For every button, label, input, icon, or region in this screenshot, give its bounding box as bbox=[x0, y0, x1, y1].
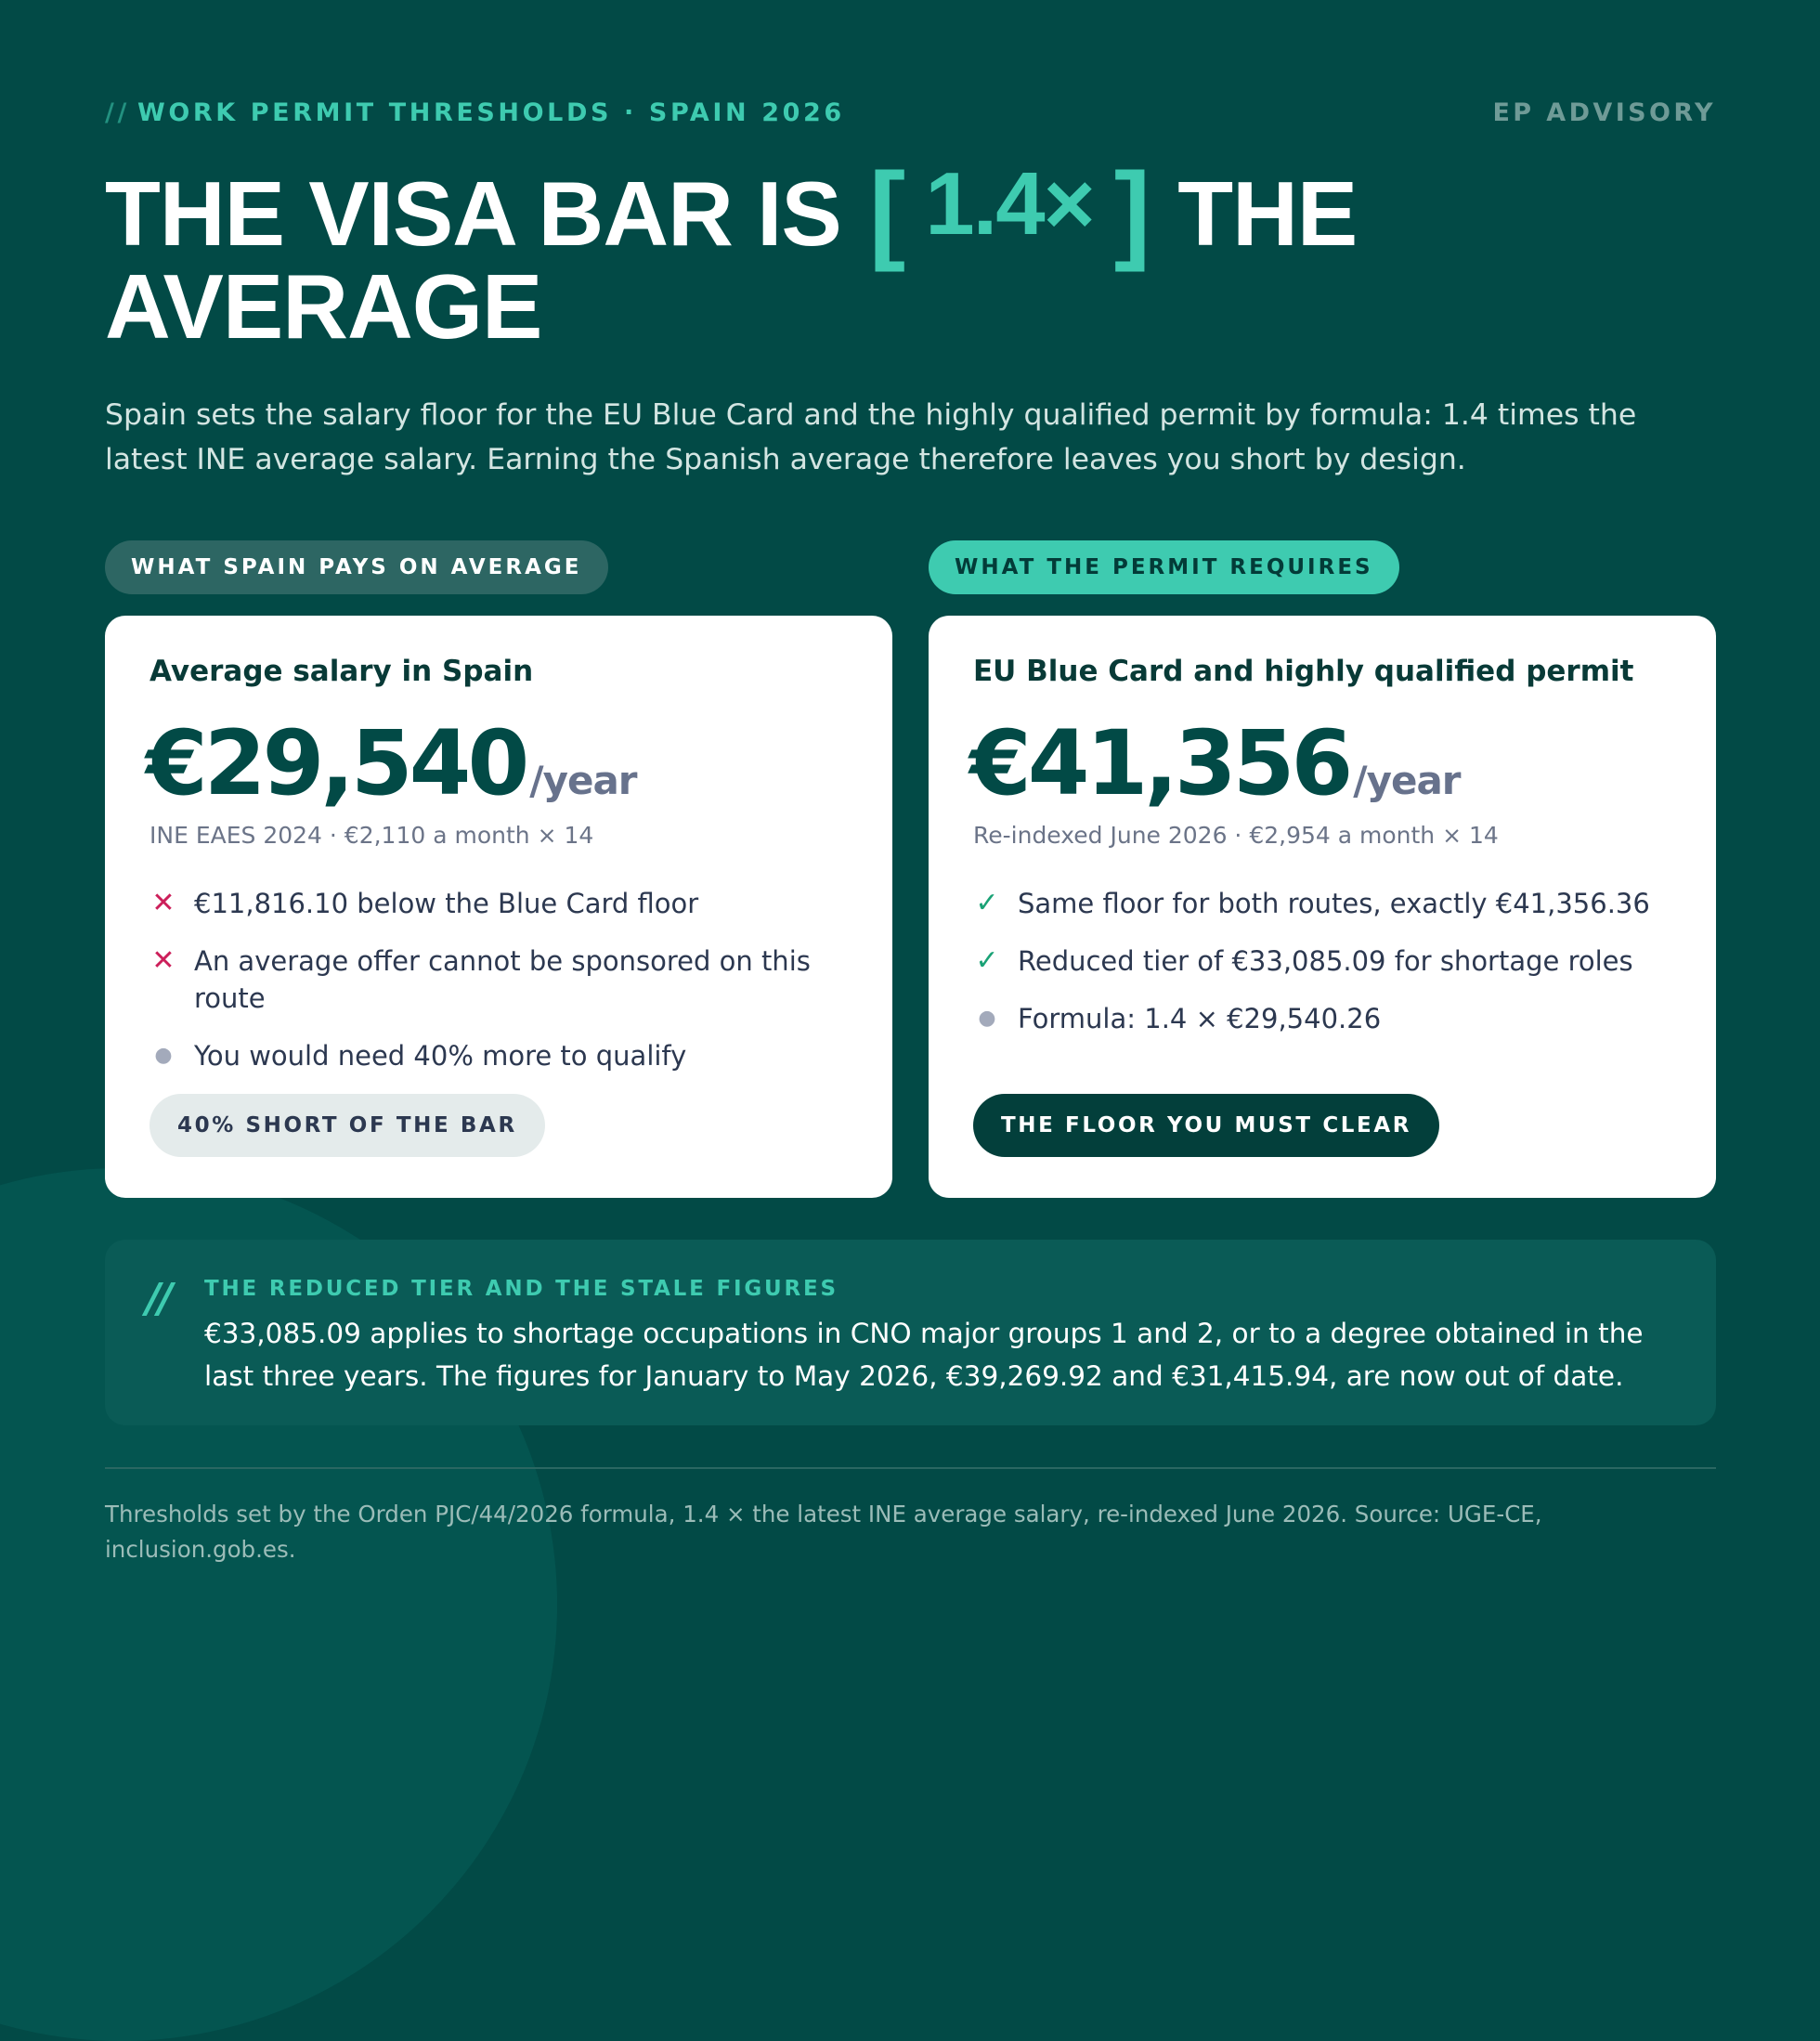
amount-row bbox=[146, 712, 637, 814]
headline-line-1 bbox=[105, 150, 1716, 273]
infographic bbox=[105, 0, 1716, 1649]
floor-badge: THE FLOOR YOU MUST CLEAR bbox=[973, 1094, 1439, 1157]
cross-icon: ✕ bbox=[151, 887, 176, 919]
threshold-source: Re-indexed June 2026 · €2,954 a month × 14 bbox=[973, 822, 1499, 849]
point-text: Formula: 1.4 × €29,540.26 bbox=[1018, 1003, 1382, 1034]
eyebrow-text: WORK PERMIT THRESHOLDS · SPAIN 2026 bbox=[136, 98, 845, 127]
salary-amount: €29,540 bbox=[146, 711, 526, 815]
point-text: An average offer cannot be sponsored on this route bbox=[194, 945, 811, 1014]
per-year-label: /year bbox=[1353, 758, 1461, 803]
permit-section-pill: WHAT THE PERMIT REQUIRES bbox=[929, 540, 1399, 594]
bullet-dot-icon: ● bbox=[978, 1007, 996, 1030]
top-bar bbox=[105, 98, 1716, 130]
check-icon: ✓ bbox=[975, 944, 999, 977]
eyebrow-slashes: // bbox=[105, 98, 130, 127]
card-title: Average salary in Spain bbox=[150, 655, 534, 688]
permit-requirement-card bbox=[929, 616, 1716, 1198]
list-item bbox=[973, 1000, 1660, 1037]
average-section-pill: WHAT SPAIN PAYS ON AVERAGE bbox=[105, 540, 608, 594]
intro-paragraph: Spain sets the salary floor for the EU Blue Card and the highly qualified permit by formula: 1.4 times the latest INE average salary. Earning the Spanish average therefore leaves you short by design. bbox=[105, 398, 1637, 476]
headline bbox=[105, 150, 1716, 358]
bracket-open: [ bbox=[868, 150, 905, 273]
eyebrow bbox=[105, 98, 845, 127]
point-text: Same floor for both routes, exactly €41,356.36 bbox=[1018, 888, 1650, 919]
multiplier-value: 1.4× bbox=[925, 154, 1094, 254]
quote-slashes-icon: // bbox=[146, 1275, 171, 1322]
amount-row bbox=[969, 712, 1461, 814]
cross-icon: ✕ bbox=[151, 944, 176, 977]
note-body: €33,085.09 applies to shortage occupations in CNO major groups 1 and 2, or to a degree obtained in the last three years. The figures for January to May 2026, €39,269.92 and €31,415.94, are now out of date. bbox=[204, 1318, 1644, 1392]
average-salary-card bbox=[105, 616, 892, 1198]
footer-source: Thresholds set by the Orden PJC/44/2026 formula, 1.4 × the latest INE average salary, re-indexed June 2026. Source: UGE-CE, inclusion.gob.es. bbox=[105, 1501, 1542, 1563]
bracket-close: ] bbox=[1113, 150, 1150, 273]
points-list bbox=[150, 885, 837, 1095]
threshold-amount: €41,356 bbox=[969, 711, 1350, 815]
salary-source: INE EAES 2024 · €2,110 a month × 14 bbox=[150, 822, 594, 849]
list-item bbox=[973, 885, 1660, 922]
list-item bbox=[150, 1037, 837, 1074]
headline-part-2: THE bbox=[1177, 162, 1358, 265]
divider bbox=[105, 1467, 1716, 1469]
headline-part-1: THE VISA BAR IS bbox=[105, 162, 841, 265]
point-text: You would need 40% more to qualify bbox=[194, 1040, 687, 1072]
list-item bbox=[973, 942, 1660, 980]
bullet-dot-icon: ● bbox=[154, 1044, 173, 1067]
list-item bbox=[150, 942, 837, 1017]
short-of-bar-badge: 40% SHORT OF THE BAR bbox=[150, 1094, 545, 1157]
headline-multiplier bbox=[868, 150, 1150, 273]
point-text: €11,816.10 below the Blue Card floor bbox=[194, 888, 699, 919]
point-text: Reduced tier of €33,085.09 for shortage roles bbox=[1018, 945, 1633, 977]
note-box bbox=[105, 1240, 1716, 1425]
points-list bbox=[973, 885, 1660, 1058]
note-title: THE REDUCED TIER AND THE STALE FIGURES bbox=[204, 1277, 838, 1301]
card-title: EU Blue Card and highly qualified permit bbox=[973, 655, 1634, 688]
list-item bbox=[150, 885, 837, 922]
per-year-label: /year bbox=[529, 758, 637, 803]
headline-line-2: AVERAGE bbox=[105, 255, 542, 358]
check-icon: ✓ bbox=[975, 887, 999, 919]
brand-label: EP ADVISORY bbox=[1492, 98, 1716, 127]
